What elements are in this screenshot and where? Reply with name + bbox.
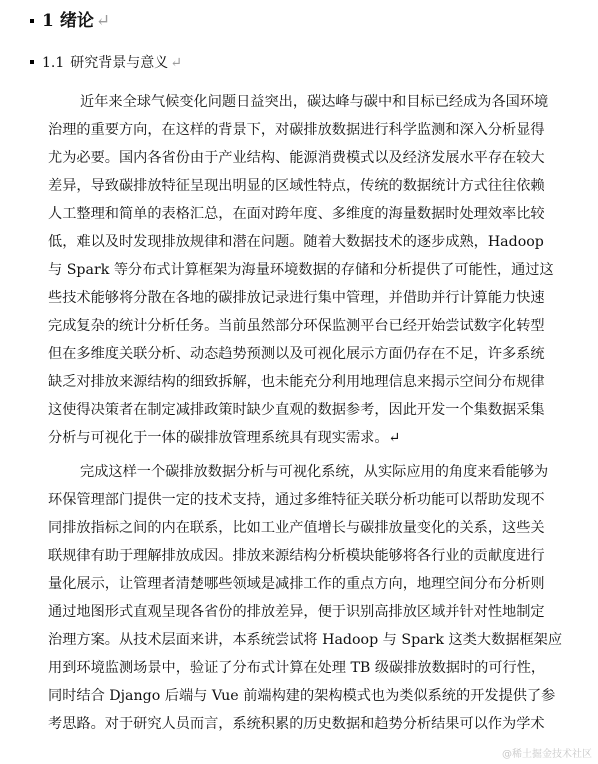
text-line: 环保管理部门提供一定的技术支持，通过多维特征关联分析功能可以帮助发现不 xyxy=(48,492,545,508)
heading-number: 1 xyxy=(42,11,54,31)
heading-title: 绪论 xyxy=(59,11,94,31)
text-line: 同时结合 Django 后端与 Vue 前端构建的架构模式也为类似系统的开发提供了参 xyxy=(48,688,556,704)
text-line: 这使得决策者在制定减排政策时缺少直观的数据参考，因此开发一个集数据采集 xyxy=(48,402,545,418)
text-line: 缺乏对排放来源结构的细致拆解，也未能充分利用地理信息来揭示空间分布规律 xyxy=(48,374,545,390)
text-line: 分析与可视化于一体的碳排放管理系统具有现实需求。↵ xyxy=(48,430,401,446)
watermark: @稀土掘金技术社区 xyxy=(502,749,592,760)
text-line: 同排放指标之间的内在联系，比如工业产值增长与碳排放量变化的关系，这些关 xyxy=(48,520,545,536)
text-line: 但在多维度关联分析、动态趋势预测以及可视化展示方面仍存在不足，许多系统 xyxy=(48,346,545,362)
text-line: 用到环境监测场景中，验证了分布式计算在处理 TB 级碳排放数据时的可行性， xyxy=(48,660,546,676)
paragraph-return-icon: ↵ xyxy=(170,55,182,71)
text-line: 联规律有助于理解排放成因。排放来源结构分析模块能够将各行业的贡献度进行 xyxy=(48,548,545,564)
text-line: 些技术能够将分散在各地的碳排放记录进行集中管理，并借助并行计算能力快速 xyxy=(48,290,545,306)
heading-title: 研究背景与意义 xyxy=(70,55,169,71)
text-line: 量化展示，让管理者清楚哪些领域是减排工作的重点方向，地理空间分布分析则 xyxy=(48,576,545,592)
text-line: 考思路。对于研究人员而言，系统积累的历史数据和趋势分析结果可以作为学术 xyxy=(48,716,545,732)
text-line: 尤为必要。国内各省份由于产业结构、能源消费模式以及经济发展水平存在较大 xyxy=(48,150,545,166)
text-line: 低，难以及时发现排放规律和潜在问题。随着大数据技术的逐步成熟，Hadoop xyxy=(48,234,544,250)
text-line: 差异，导致碳排放特征呈现出明显的区域性特点，传统的数据统计方式往往依赖 xyxy=(48,178,545,194)
text-line: 完成复杂的统计分析任务。当前虽然部分环保监测平台已经开始尝试数字化转型 xyxy=(48,318,545,334)
heading-number: 1.1 xyxy=(42,55,65,71)
heading-level-2 xyxy=(30,52,182,72)
text-line: 人工整理和简单的表格汇总，在面对跨年度、多维度的海量数据时处理效率比较 xyxy=(48,206,545,222)
paragraph-mark-bullet xyxy=(30,60,34,64)
paragraph-return-icon: ↵ xyxy=(95,11,111,31)
text-line: 通过地图形式直观呈现各省份的排放差异，便于识别高排放区域并针对性地制定 xyxy=(48,604,545,620)
text-line: 完成这样一个碳排放数据分析与可视化系统，从实际应用的角度来看能够为 xyxy=(80,464,549,480)
paragraph-mark-bullet xyxy=(30,19,34,23)
text-line: 治理方案。从技术层面来讲，本系统尝试将 Hadoop 与 Spark 这类大数据框架应 xyxy=(48,632,563,648)
text-line: 治理的重要方向，在这样的背景下，对碳排放数据进行科学监测和深入分析显得 xyxy=(48,122,545,138)
text-line: 近年来全球气候变化问题日益突出，碳达峰与碳中和目标已经成为各国环境 xyxy=(80,94,549,110)
text-line: 与 Spark 等分布式计算框架为海量环境数据的存储和分析提供了可能性，通过这 xyxy=(48,262,554,278)
heading-level-1 xyxy=(30,6,110,31)
